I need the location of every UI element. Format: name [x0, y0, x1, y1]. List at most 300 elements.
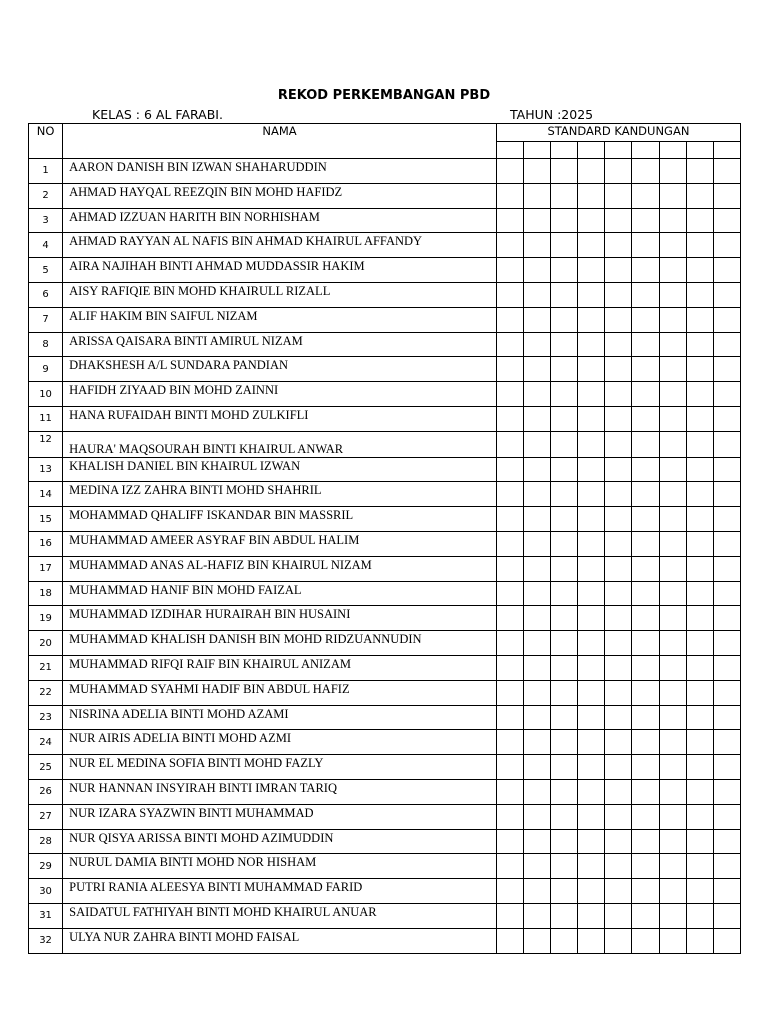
standard-kandungan-cell[interactable] — [523, 531, 550, 556]
standard-kandungan-cell[interactable] — [578, 431, 605, 457]
standard-kandungan-cell[interactable] — [578, 406, 605, 431]
standard-kandungan-cell[interactable] — [686, 431, 713, 457]
standard-kandungan-cell[interactable] — [496, 903, 523, 928]
standard-kandungan-cell[interactable] — [713, 382, 740, 407]
standard-kandungan-cell[interactable] — [496, 307, 523, 332]
standard-kandungan-cell[interactable] — [578, 928, 605, 953]
standard-kandungan-cell[interactable] — [605, 755, 632, 780]
standard-kandungan-cell[interactable] — [632, 382, 659, 407]
standard-kandungan-cell[interactable] — [713, 159, 740, 184]
standard-kandungan-cell[interactable] — [523, 631, 550, 656]
table-row — [29, 307, 741, 332]
standard-kandungan-cell[interactable] — [496, 581, 523, 606]
standard-kandungan-cell[interactable] — [605, 531, 632, 556]
standard-kandungan-cell[interactable] — [659, 382, 686, 407]
standard-kandungan-cell[interactable] — [632, 631, 659, 656]
standard-kandungan-cell[interactable] — [496, 705, 523, 730]
standard-kandungan-cell[interactable] — [523, 854, 550, 879]
standard-kandungan-cell[interactable] — [605, 680, 632, 705]
standard-kandungan-cell[interactable] — [578, 556, 605, 581]
standard-kandungan-cell[interactable] — [496, 730, 523, 755]
standard-kandungan-cell[interactable] — [659, 159, 686, 184]
standard-kandungan-cell[interactable] — [496, 482, 523, 507]
standard-kandungan-cell[interactable] — [551, 755, 578, 780]
standard-kandungan-cell[interactable] — [523, 357, 550, 382]
standard-kandungan-cell[interactable] — [605, 482, 632, 507]
standard-kandungan-cell[interactable] — [578, 879, 605, 904]
standard-kandungan-cell[interactable] — [605, 382, 632, 407]
standard-kandungan-cell[interactable] — [578, 332, 605, 357]
standard-kandungan-cell[interactable] — [713, 406, 740, 431]
standard-kandungan-cell[interactable] — [496, 556, 523, 581]
standard-kandungan-cell[interactable] — [632, 928, 659, 953]
standard-kandungan-cell[interactable] — [523, 507, 550, 532]
standard-kandungan-cell[interactable] — [523, 581, 550, 606]
table-row — [29, 631, 741, 656]
standard-kandungan-cell[interactable] — [523, 556, 550, 581]
standard-kandungan-cell[interactable] — [578, 507, 605, 532]
standard-kandungan-cell[interactable] — [632, 258, 659, 283]
standard-kandungan-cell[interactable] — [551, 705, 578, 730]
standard-kandungan-cell[interactable] — [605, 655, 632, 680]
standard-kandungan-cell[interactable] — [551, 779, 578, 804]
standard-kandungan-cell[interactable] — [578, 854, 605, 879]
standard-kandungan-cell[interactable] — [713, 233, 740, 258]
standard-kandungan-cell[interactable] — [496, 779, 523, 804]
standard-kandungan-cell[interactable] — [523, 879, 550, 904]
standard-kandungan-cell[interactable] — [632, 208, 659, 233]
standard-kandungan-cell[interactable] — [713, 482, 740, 507]
standard-kandungan-cell[interactable] — [659, 357, 686, 382]
standard-kandungan-cell[interactable] — [523, 332, 550, 357]
standard-kandungan-cell[interactable] — [713, 606, 740, 631]
standard-kandungan-cell[interactable] — [496, 879, 523, 904]
standard-kandungan-cell[interactable] — [578, 631, 605, 656]
standard-kandungan-cell[interactable] — [578, 482, 605, 507]
standard-kandungan-cell[interactable] — [551, 258, 578, 283]
standard-kandungan-cell[interactable] — [578, 581, 605, 606]
standard-kandungan-cell[interactable] — [659, 233, 686, 258]
standard-kandungan-cell[interactable] — [551, 631, 578, 656]
standard-kandungan-cell[interactable] — [686, 482, 713, 507]
standard-kandungan-cell[interactable] — [659, 531, 686, 556]
standard-kandungan-cell[interactable] — [496, 159, 523, 184]
standard-kandungan-cell[interactable] — [496, 829, 523, 854]
standard-kandungan-cell[interactable] — [713, 631, 740, 656]
standard-kandungan-cell[interactable] — [713, 208, 740, 233]
standard-kandungan-cell[interactable] — [496, 854, 523, 879]
standard-kandungan-cell[interactable] — [605, 208, 632, 233]
standard-kandungan-cell[interactable] — [605, 406, 632, 431]
standard-kandungan-cell[interactable] — [551, 482, 578, 507]
standard-kandungan-cell[interactable] — [686, 779, 713, 804]
standard-kandungan-cell[interactable] — [686, 406, 713, 431]
standard-kandungan-cell[interactable] — [578, 357, 605, 382]
standard-kandungan-cell[interactable] — [713, 282, 740, 307]
standard-kandungan-cell[interactable] — [496, 357, 523, 382]
standard-kandungan-cell[interactable] — [713, 928, 740, 953]
standard-kandungan-cell[interactable] — [551, 804, 578, 829]
standard-kandungan-cell[interactable] — [551, 357, 578, 382]
standard-kandungan-cell[interactable] — [523, 457, 550, 482]
standard-kandungan-cell[interactable] — [605, 581, 632, 606]
standard-kandungan-cell[interactable] — [713, 755, 740, 780]
standard-kandungan-cell[interactable] — [686, 233, 713, 258]
standard-kandungan-cell[interactable] — [686, 829, 713, 854]
standard-kandungan-cell[interactable] — [686, 357, 713, 382]
standard-kandungan-column-7[interactable] — [659, 142, 686, 159]
standard-kandungan-cell[interactable] — [659, 208, 686, 233]
standard-kandungan-cell[interactable] — [713, 431, 740, 457]
standard-kandungan-cell[interactable] — [496, 233, 523, 258]
table-row — [29, 581, 741, 606]
standard-kandungan-column-1[interactable] — [496, 142, 523, 159]
standard-kandungan-cell[interactable] — [686, 531, 713, 556]
standard-kandungan-cell[interactable] — [578, 282, 605, 307]
standard-kandungan-cell[interactable] — [605, 556, 632, 581]
standard-kandungan-cell[interactable] — [632, 829, 659, 854]
standard-kandungan-cell[interactable] — [551, 159, 578, 184]
standard-kandungan-cell[interactable] — [523, 928, 550, 953]
standard-kandungan-cell[interactable] — [686, 755, 713, 780]
standard-kandungan-cell[interactable] — [632, 705, 659, 730]
standard-kandungan-cell[interactable] — [713, 258, 740, 283]
standard-kandungan-cell[interactable] — [605, 631, 632, 656]
standard-kandungan-cell[interactable] — [686, 332, 713, 357]
standard-kandungan-cell[interactable] — [659, 903, 686, 928]
standard-kandungan-cell[interactable] — [551, 928, 578, 953]
standard-kandungan-cell[interactable] — [578, 903, 605, 928]
standard-kandungan-cell[interactable] — [605, 606, 632, 631]
standard-kandungan-cell[interactable] — [523, 406, 550, 431]
standard-kandungan-cell[interactable] — [551, 332, 578, 357]
standard-kandungan-cell[interactable] — [686, 208, 713, 233]
standard-kandungan-cell[interactable] — [632, 854, 659, 879]
standard-kandungan-cell[interactable] — [605, 779, 632, 804]
standard-kandungan-cell[interactable] — [605, 829, 632, 854]
standard-kandungan-cell[interactable] — [632, 233, 659, 258]
standard-kandungan-cell[interactable] — [713, 804, 740, 829]
standard-kandungan-cell[interactable] — [605, 507, 632, 532]
standard-kandungan-cell[interactable] — [551, 655, 578, 680]
standard-kandungan-column-8[interactable] — [686, 142, 713, 159]
standard-kandungan-cell[interactable] — [578, 730, 605, 755]
standard-kandungan-cell[interactable] — [686, 606, 713, 631]
standard-kandungan-cell[interactable] — [523, 655, 550, 680]
standard-kandungan-cell[interactable] — [523, 233, 550, 258]
standard-kandungan-cell[interactable] — [686, 307, 713, 332]
standard-kandungan-cell[interactable] — [605, 159, 632, 184]
standard-kandungan-cell[interactable] — [632, 183, 659, 208]
standard-kandungan-cell[interactable] — [551, 457, 578, 482]
standard-kandungan-cell[interactable] — [496, 332, 523, 357]
standard-kandungan-cell[interactable] — [632, 730, 659, 755]
standard-kandungan-cell[interactable] — [578, 208, 605, 233]
standard-kandungan-cell[interactable] — [496, 282, 523, 307]
standard-kandungan-cell[interactable] — [659, 879, 686, 904]
standard-kandungan-cell[interactable] — [605, 332, 632, 357]
standard-kandungan-cell[interactable] — [632, 804, 659, 829]
standard-kandungan-cell[interactable] — [713, 183, 740, 208]
standard-kandungan-cell[interactable] — [578, 233, 605, 258]
standard-kandungan-cell[interactable] — [632, 457, 659, 482]
standard-kandungan-cell[interactable] — [605, 854, 632, 879]
standard-kandungan-cell[interactable] — [523, 779, 550, 804]
standard-kandungan-cell[interactable] — [659, 705, 686, 730]
standard-kandungan-cell[interactable] — [578, 258, 605, 283]
standard-kandungan-column-3[interactable] — [551, 142, 578, 159]
standard-kandungan-cell[interactable] — [713, 705, 740, 730]
standard-kandungan-cell[interactable] — [713, 680, 740, 705]
standard-kandungan-cell[interactable] — [523, 282, 550, 307]
standard-kandungan-cell[interactable] — [713, 854, 740, 879]
standard-kandungan-cell[interactable] — [605, 307, 632, 332]
standard-kandungan-cell[interactable] — [713, 507, 740, 532]
standard-kandungan-cell[interactable] — [713, 556, 740, 581]
standard-kandungan-cell[interactable] — [632, 282, 659, 307]
standard-kandungan-cell[interactable] — [713, 779, 740, 804]
standard-kandungan-cell[interactable] — [632, 406, 659, 431]
standard-kandungan-cell[interactable] — [578, 804, 605, 829]
standard-kandungan-cell[interactable] — [496, 382, 523, 407]
standard-kandungan-cell[interactable] — [551, 183, 578, 208]
standard-kandungan-cell[interactable] — [686, 258, 713, 283]
standard-kandungan-cell[interactable] — [686, 854, 713, 879]
standard-kandungan-cell[interactable] — [632, 655, 659, 680]
standard-kandungan-cell[interactable] — [659, 655, 686, 680]
standard-kandungan-cell[interactable] — [496, 606, 523, 631]
standard-kandungan-cell[interactable] — [551, 581, 578, 606]
standard-kandungan-cell[interactable] — [496, 431, 523, 457]
standard-kandungan-column-5[interactable] — [605, 142, 632, 159]
standard-kandungan-cell[interactable] — [578, 655, 605, 680]
standard-kandungan-cell[interactable] — [713, 457, 740, 482]
standard-kandungan-cell[interactable] — [632, 680, 659, 705]
standard-kandungan-cell[interactable] — [551, 431, 578, 457]
standard-kandungan-cell[interactable] — [605, 282, 632, 307]
standard-kandungan-cell[interactable] — [659, 258, 686, 283]
standard-kandungan-cell[interactable] — [632, 332, 659, 357]
standard-kandungan-cell[interactable] — [551, 829, 578, 854]
standard-kandungan-cell[interactable] — [632, 482, 659, 507]
standard-kandungan-cell[interactable] — [632, 779, 659, 804]
standard-kandungan-cell[interactable] — [551, 233, 578, 258]
standard-kandungan-cell[interactable] — [496, 406, 523, 431]
standard-kandungan-cell[interactable] — [713, 332, 740, 357]
standard-kandungan-cell[interactable] — [713, 357, 740, 382]
standard-kandungan-cell[interactable] — [523, 482, 550, 507]
standard-kandungan-cell[interactable] — [659, 507, 686, 532]
standard-kandungan-cell[interactable] — [713, 531, 740, 556]
standard-kandungan-cell[interactable] — [659, 406, 686, 431]
standard-kandungan-cell[interactable] — [659, 928, 686, 953]
standard-kandungan-cell[interactable] — [659, 829, 686, 854]
standard-kandungan-cell[interactable] — [578, 829, 605, 854]
standard-kandungan-cell[interactable] — [632, 307, 659, 332]
standard-kandungan-cell[interactable] — [713, 655, 740, 680]
standard-kandungan-cell[interactable] — [496, 928, 523, 953]
standard-kandungan-cell[interactable] — [578, 680, 605, 705]
standard-kandungan-cell[interactable] — [578, 705, 605, 730]
standard-kandungan-cell[interactable] — [551, 556, 578, 581]
standard-kandungan-cell[interactable] — [686, 159, 713, 184]
standard-kandungan-cell[interactable] — [523, 730, 550, 755]
standard-kandungan-cell[interactable] — [578, 307, 605, 332]
standard-kandungan-cell[interactable] — [686, 655, 713, 680]
standard-kandungan-cell[interactable] — [605, 730, 632, 755]
standard-kandungan-cell[interactable] — [686, 804, 713, 829]
standard-kandungan-cell[interactable] — [496, 531, 523, 556]
standard-kandungan-cell[interactable] — [605, 258, 632, 283]
standard-kandungan-cell[interactable] — [686, 680, 713, 705]
standard-kandungan-cell[interactable] — [659, 804, 686, 829]
standard-kandungan-cell[interactable] — [523, 804, 550, 829]
standard-kandungan-cell[interactable] — [523, 705, 550, 730]
standard-kandungan-cell[interactable] — [496, 655, 523, 680]
standard-kandungan-cell[interactable] — [686, 556, 713, 581]
standard-kandungan-cell[interactable] — [686, 903, 713, 928]
standard-kandungan-cell[interactable] — [659, 482, 686, 507]
standard-kandungan-cell[interactable] — [523, 606, 550, 631]
standard-kandungan-cell[interactable] — [578, 531, 605, 556]
standard-kandungan-column-6[interactable] — [632, 142, 659, 159]
standard-kandungan-cell[interactable] — [551, 531, 578, 556]
standard-kandungan-cell[interactable] — [659, 282, 686, 307]
standard-kandungan-cell[interactable] — [578, 382, 605, 407]
standard-kandungan-cell[interactable] — [523, 829, 550, 854]
standard-kandungan-cell[interactable] — [496, 680, 523, 705]
standard-kandungan-cell[interactable] — [551, 879, 578, 904]
standard-kandungan-cell[interactable] — [659, 581, 686, 606]
standard-kandungan-cell[interactable] — [632, 431, 659, 457]
standard-kandungan-cell[interactable] — [496, 755, 523, 780]
standard-kandungan-cell[interactable] — [551, 903, 578, 928]
standard-kandungan-cell[interactable] — [578, 159, 605, 184]
standard-kandungan-cell[interactable] — [496, 258, 523, 283]
standard-kandungan-cell[interactable] — [659, 183, 686, 208]
standard-kandungan-cell[interactable] — [523, 183, 550, 208]
standard-kandungan-cell[interactable] — [523, 307, 550, 332]
standard-kandungan-cell[interactable] — [659, 680, 686, 705]
standard-kandungan-cell[interactable] — [551, 208, 578, 233]
standard-kandungan-cell[interactable] — [632, 903, 659, 928]
standard-kandungan-cell[interactable] — [686, 879, 713, 904]
standard-kandungan-cell[interactable] — [659, 730, 686, 755]
standard-kandungan-column-4[interactable] — [578, 142, 605, 159]
standard-kandungan-cell[interactable] — [686, 282, 713, 307]
standard-kandungan-cell[interactable] — [605, 928, 632, 953]
standard-kandungan-cell[interactable] — [605, 357, 632, 382]
standard-kandungan-cell[interactable] — [713, 829, 740, 854]
standard-kandungan-cell[interactable] — [523, 755, 550, 780]
standard-kandungan-cell[interactable] — [551, 606, 578, 631]
standard-kandungan-cell[interactable] — [551, 507, 578, 532]
standard-kandungan-cell[interactable] — [605, 457, 632, 482]
standard-kandungan-cell[interactable] — [496, 804, 523, 829]
standard-kandungan-cell[interactable] — [496, 631, 523, 656]
standard-kandungan-cell[interactable] — [523, 680, 550, 705]
standard-kandungan-cell[interactable] — [659, 457, 686, 482]
standard-kandungan-cell[interactable] — [632, 159, 659, 184]
standard-kandungan-cell[interactable] — [605, 183, 632, 208]
standard-kandungan-cell[interactable] — [578, 755, 605, 780]
standard-kandungan-cell[interactable] — [686, 457, 713, 482]
standard-kandungan-cell[interactable] — [686, 581, 713, 606]
standard-kandungan-cell[interactable] — [523, 208, 550, 233]
standard-kandungan-cell[interactable] — [632, 556, 659, 581]
standard-kandungan-cell[interactable] — [496, 208, 523, 233]
standard-kandungan-cell[interactable] — [551, 406, 578, 431]
standard-kandungan-cell[interactable] — [578, 779, 605, 804]
standard-kandungan-cell[interactable] — [523, 903, 550, 928]
standard-kandungan-cell[interactable] — [605, 233, 632, 258]
standard-kandungan-cell[interactable] — [659, 556, 686, 581]
standard-kandungan-cell[interactable] — [659, 307, 686, 332]
standard-kandungan-cell[interactable] — [551, 730, 578, 755]
standard-kandungan-cell[interactable] — [605, 431, 632, 457]
standard-kandungan-cell[interactable] — [686, 507, 713, 532]
standard-kandungan-cell[interactable] — [605, 705, 632, 730]
standard-kandungan-cell[interactable] — [686, 183, 713, 208]
standard-kandungan-cell[interactable] — [632, 879, 659, 904]
standard-kandungan-cell[interactable] — [496, 507, 523, 532]
standard-kandungan-cell[interactable] — [659, 779, 686, 804]
standard-kandungan-cell[interactable] — [523, 258, 550, 283]
standard-kandungan-cell[interactable] — [551, 307, 578, 332]
standard-kandungan-cell[interactable] — [551, 282, 578, 307]
standard-kandungan-cell[interactable] — [632, 755, 659, 780]
standard-kandungan-cell[interactable] — [659, 854, 686, 879]
standard-kandungan-cell[interactable] — [659, 631, 686, 656]
standard-kandungan-cell[interactable] — [632, 357, 659, 382]
standard-kandungan-cell[interactable] — [605, 879, 632, 904]
standard-kandungan-cell[interactable] — [659, 606, 686, 631]
standard-kandungan-cell[interactable] — [713, 879, 740, 904]
standard-kandungan-cell[interactable] — [713, 581, 740, 606]
standard-kandungan-cell[interactable] — [551, 854, 578, 879]
standard-kandungan-cell[interactable] — [605, 903, 632, 928]
standard-kandungan-cell[interactable] — [632, 606, 659, 631]
standard-kandungan-cell[interactable] — [686, 730, 713, 755]
standard-kandungan-cell[interactable] — [632, 531, 659, 556]
standard-kandungan-cell[interactable] — [632, 507, 659, 532]
standard-kandungan-cell[interactable] — [713, 903, 740, 928]
standard-kandungan-cell[interactable] — [713, 307, 740, 332]
standard-kandungan-cell[interactable] — [578, 457, 605, 482]
standard-kandungan-cell[interactable] — [713, 730, 740, 755]
standard-kandungan-cell[interactable] — [686, 382, 713, 407]
standard-kandungan-cell[interactable] — [659, 332, 686, 357]
standard-kandungan-cell[interactable] — [496, 457, 523, 482]
standard-kandungan-cell[interactable] — [686, 928, 713, 953]
standard-kandungan-cell[interactable] — [659, 755, 686, 780]
standard-kandungan-cell[interactable] — [523, 382, 550, 407]
standard-kandungan-column-9[interactable] — [713, 142, 740, 159]
standard-kandungan-cell[interactable] — [551, 382, 578, 407]
standard-kandungan-cell[interactable] — [496, 183, 523, 208]
standard-kandungan-cell[interactable] — [632, 581, 659, 606]
standard-kandungan-cell[interactable] — [659, 431, 686, 457]
standard-kandungan-cell[interactable] — [686, 705, 713, 730]
standard-kandungan-cell[interactable] — [578, 606, 605, 631]
standard-kandungan-cell[interactable] — [523, 431, 550, 457]
standard-kandungan-cell[interactable] — [551, 680, 578, 705]
standard-kandungan-cell[interactable] — [578, 183, 605, 208]
standard-kandungan-cell[interactable] — [605, 804, 632, 829]
standard-kandungan-column-2[interactable] — [523, 142, 550, 159]
standard-kandungan-cell[interactable] — [523, 159, 550, 184]
standard-kandungan-cell[interactable] — [686, 631, 713, 656]
